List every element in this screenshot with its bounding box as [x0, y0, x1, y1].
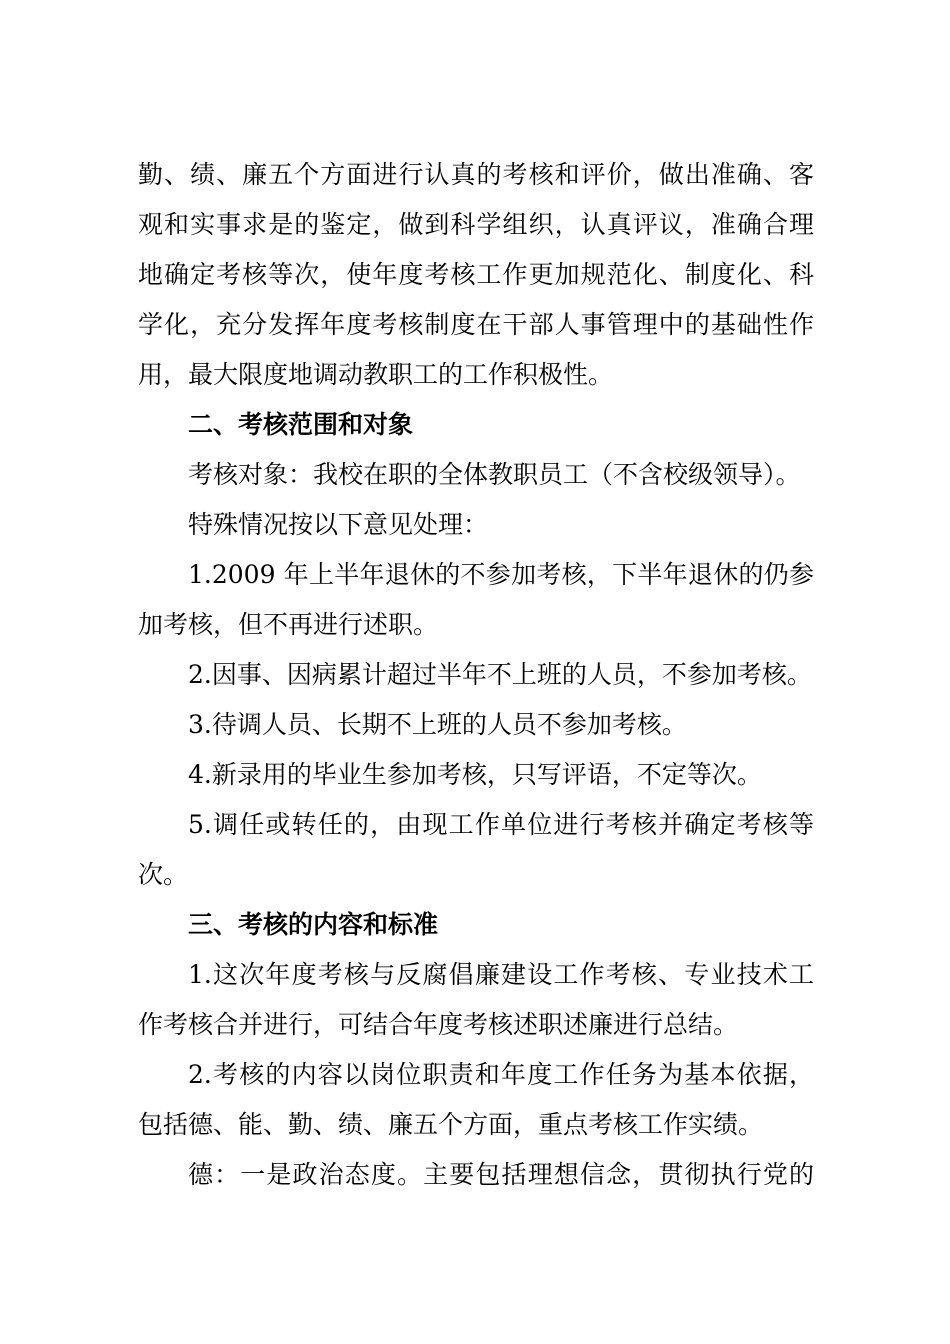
intro-line-4: 学化，充分发挥年度考核制度在干部人事管理中的基础性作 — [138, 310, 814, 339]
section-3-item-2-line-1: 2.考核的内容以岗位职责和年度工作任务为基本依据， — [188, 1060, 814, 1089]
section-3-item-1-line-2: 作考核合并进行，可结合年度考核述职述廉进行总结。 — [138, 1010, 739, 1039]
section-2-item-1-line-1: 1.2009 年上半年退休的不参加考核，下半年退休的仍参 — [188, 560, 814, 589]
section-2-item-2: 2.因事、因病累计超过半年不上班的人员，不参加考核。 — [188, 660, 812, 689]
intro-line-1: 勤、绩、廉五个方面进行认真的考核和评价，做出准确、客 — [138, 160, 814, 189]
section-2-item-3: 3.待调人员、长期不上班的人员不参加考核。 — [188, 710, 687, 739]
intro-line-5: 用，最大限度地调动教职工的工作积极性。 — [138, 360, 614, 389]
morality-criteria-line: 德：一是政治态度。主要包括理想信念，贯彻执行党的 — [188, 1160, 814, 1189]
section-2-heading: 二、考核范围和对象 — [188, 410, 414, 439]
section-2-item-1-line-2: 加考核，但不再进行述职。 — [138, 610, 439, 639]
section-2-item-4: 4.新录用的毕业生参加考核，只写评语，不定等次。 — [188, 760, 762, 789]
section-2-item-5-line-1: 5.调任或转任的，由现工作单位进行考核并确定考核等 — [188, 810, 814, 839]
section-3-item-1-line-1: 1.这次年度考核与反腐倡廉建设工作考核、专业技术工 — [188, 960, 814, 989]
intro-line-2: 观和实事求是的鉴定，做到科学组织，认真评议，准确合理 — [138, 210, 814, 239]
assessment-target: 考核对象：我校在职的全体教职员工（不含校级领导）。 — [188, 460, 801, 489]
section-3-heading: 三、考核的内容和标准 — [188, 910, 439, 939]
section-3-item-2-line-2: 包括德、能、勤、绩、廉五个方面，重点考核工作实绩。 — [138, 1110, 764, 1139]
special-cases-intro: 特殊情况按以下意见处理： — [188, 510, 489, 539]
section-2-item-5-line-2: 次。 — [138, 860, 189, 889]
intro-line-3: 地确定考核等次，使年度考核工作更加规范化、制度化、科 — [138, 260, 814, 289]
